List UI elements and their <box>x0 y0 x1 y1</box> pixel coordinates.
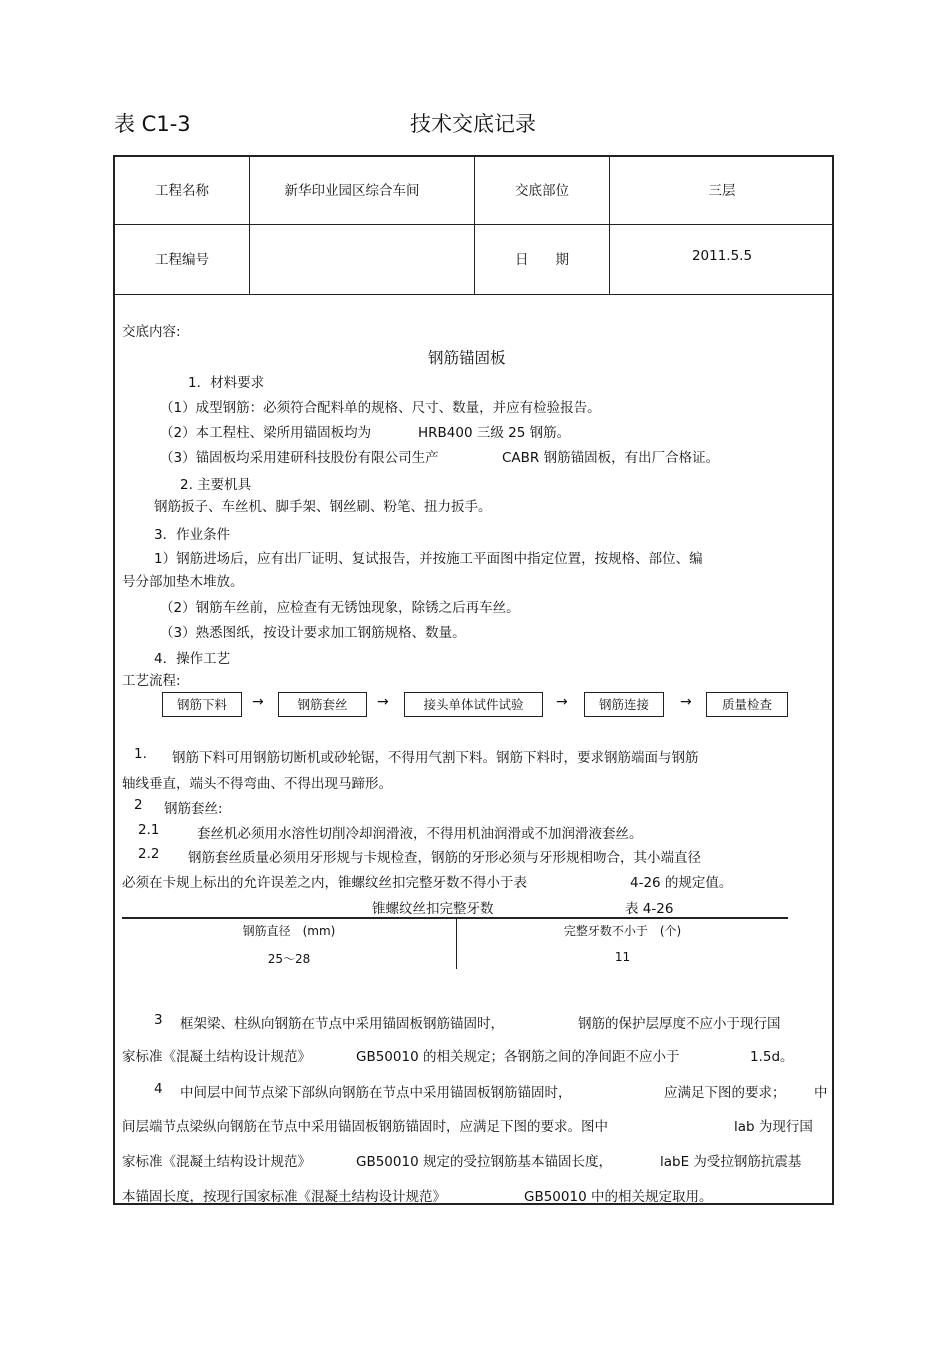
section-3-item-1: 1）钢筋进场后，应有出厂证明、复试报告，并按施工平面图中指定位置，按规格、部位、编 <box>154 551 703 567</box>
grid-line <box>474 156 475 295</box>
section-3-item-2: （2）钢筋车丝前，应检查有无锈蚀现象，除锈之后再车丝。 <box>160 600 520 616</box>
section-3-title: 3．作业条件 <box>154 527 231 543</box>
para-4-line-2b: lab 为现行国 <box>734 1119 813 1135</box>
para-2-1-text: 套丝机必须用水溶性切削冷却润滑液，不得用机油润滑或不加润滑液套丝。 <box>197 826 643 842</box>
content-subject: 钢筋锚固板 <box>428 349 506 367</box>
para-1-number: 1. <box>134 746 147 762</box>
section-2-item-1: 钢筋扳子、车丝机、脚手架、钢丝刷、粉笔、扭力扳手。 <box>154 499 492 515</box>
section-1-item-2-spec: HRB400 三级 25 钢筋。 <box>418 425 571 441</box>
table-header-threads: 完整牙数不小于 (个) <box>563 924 682 938</box>
section-1-item-1: （1）成型钢筋：必须符合配料单的规格、尺寸、数量，并应有检验报告。 <box>160 400 601 416</box>
para-4-line-1c: 中 <box>814 1085 828 1101</box>
para-4-line-4b: GB50010 中的相关规定取用。 <box>524 1189 713 1205</box>
flow-step-2: 钢筋套丝 <box>278 692 367 717</box>
para-4-line-1b: 应满足下图的要求； <box>664 1085 786 1101</box>
para-4-line-4a: 本锚固长度，按现行国家标准《混凝土结构设计规范》 <box>122 1189 446 1205</box>
para-3-line-2a: 家标准《混凝土结构设计规范》 <box>122 1049 311 1065</box>
flow-step-4: 钢筋连接 <box>584 692 664 717</box>
para-4-line-3b: GB50010 规定的受拉钢筋基本锚固长度， <box>356 1154 612 1170</box>
para-2-2-line-2: 必须在卡规上标出的允许误差之内，锥螺纹丝扣完整牙数不得小于表 <box>122 875 527 891</box>
para-3-line-1a: 框架梁、柱纵向钢筋在节点中采用锚固板钢筋锚固时， <box>180 1016 504 1032</box>
grid-line <box>249 156 250 295</box>
flow-step-5: 质量检查 <box>706 692 788 717</box>
table-cell-diameter: 25～28 <box>267 952 311 966</box>
section-1-title: 1．材料要求 <box>188 375 265 391</box>
date-value: 2011.5.5 <box>691 248 753 264</box>
project-name-label: 工程名称 <box>155 183 209 199</box>
form-number: 表 C1-3 <box>114 112 191 136</box>
para-2-2-number: 2.2 <box>138 846 160 862</box>
para-3-line-2c: 1.5d。 <box>750 1049 794 1065</box>
flow-arrow-icon: → <box>377 694 389 710</box>
para-2-2-line-2-ref: 4-26 的规定值。 <box>630 875 733 891</box>
para-2-number: 2 <box>134 797 143 813</box>
section-3-item-3: （3）熟悉图纸，按设计要求加工钢筋规格、数量。 <box>160 625 466 641</box>
date-label: 日 期 <box>515 252 569 268</box>
para-1-line-2: 轴线垂直，端头不得弯曲、不得出现马蹄形。 <box>122 776 392 792</box>
para-1-line-1: 钢筋下料可用钢筋切断机或砂轮锯，不得用气割下料。钢筋下料时，要求钢筋端面与钢筋 <box>172 750 699 766</box>
para-4-line-1a: 中间层中间节点梁下部纵向钢筋在节点中采用锚固板钢筋锚固时， <box>180 1085 572 1101</box>
section-1-item-3: （3）锚固板均采用建研科技股份有限公司生产 <box>160 450 439 466</box>
project-no-label: 工程编号 <box>155 252 209 268</box>
section-1-item-2: （2）本工程柱、梁所用锚固板均为 <box>160 425 372 441</box>
para-4-line-3c: labE 为受拉钢筋抗震基 <box>660 1154 802 1170</box>
grid-line <box>609 156 610 295</box>
flow-arrow-icon: → <box>556 694 568 710</box>
para-3-number: 3 <box>154 1012 163 1028</box>
para-2-title: 钢筋套丝: <box>164 801 223 817</box>
flow-label: 工艺流程: <box>122 673 181 689</box>
para-2-1-number: 2.1 <box>138 822 160 838</box>
para-2-2-line-1: 钢筋套丝质量必须用牙形规与卡规检查，钢筋的牙形必须与牙形规相吻合，其小端直径 <box>188 850 701 866</box>
section-3-item-1-cont: 号分部加垫木堆放。 <box>122 574 244 590</box>
table-top-rule <box>122 917 788 919</box>
para-3-line-2b: GB50010 的相关规定；各钢筋之间的净间距不应小于 <box>356 1049 680 1065</box>
para-3-line-1b: 钢筋的保护层厚度不应小于现行国 <box>578 1016 781 1032</box>
location-value: 三层 <box>708 183 736 199</box>
para-4-line-2a: 间层端节点梁纵向钢筋在节点中采用锚固板钢筋锚固时，应满足下图的要求。图中 <box>122 1119 608 1135</box>
para-4-line-3a: 家标准《混凝土结构设计规范》 <box>122 1154 311 1170</box>
project-name-value: 新华印业园区综合车间 <box>284 183 420 199</box>
location-label: 交底部位 <box>515 183 569 199</box>
section-4-title: 4．操作工艺 <box>154 651 231 667</box>
page-title: 技术交底记录 <box>410 112 536 136</box>
section-2-title: 2. 主要机具 <box>180 477 252 493</box>
table-cell-threads: 11 <box>614 950 631 964</box>
flow-arrow-icon: → <box>252 694 264 710</box>
table-caption: 锥螺纹丝扣完整牙数 <box>372 901 494 917</box>
flow-step-3: 接头单体试件试验 <box>404 692 543 717</box>
content-intro: 交底内容: <box>122 324 181 340</box>
table-number: 表 4-26 <box>625 901 674 917</box>
table-header-diameter: 钢筋直径 (mm) <box>242 924 336 938</box>
flow-arrow-icon: → <box>680 694 692 710</box>
section-1-item-3-brand: CABR 钢筋锚固板，有出厂合格证。 <box>502 450 720 466</box>
flow-step-1: 钢筋下料 <box>162 692 242 717</box>
para-4-number: 4 <box>154 1081 163 1097</box>
